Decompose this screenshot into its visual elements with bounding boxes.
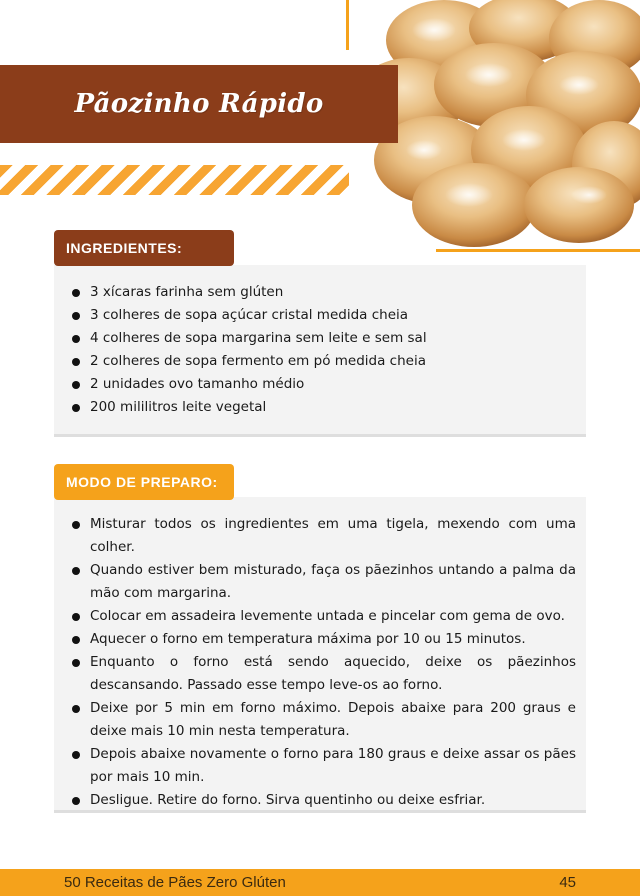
page-footer (0, 869, 640, 896)
preparation-step: Aquecer o forno em temperatura máxima por 10 ou 15 minutos. (72, 628, 576, 651)
preparation-step: Enquanto o forno está sendo aquecido, deixe os pãezinhos descansando. Passado esse tempo leve-os ao forno. (72, 651, 576, 697)
ingredient-item: 3 xícaras farinha sem glúten (72, 281, 570, 304)
ingredients-section (54, 265, 586, 437)
page-title: Pãozinho Rápido (74, 89, 324, 119)
ingredient-item: 2 unidades ovo tamanho médio (72, 373, 570, 396)
preparation-list (72, 513, 576, 812)
preparation-section (54, 497, 586, 813)
ingredient-item: 200 mililitros leite vegetal (72, 396, 570, 419)
preparation-step: Deixe por 5 min em forno máximo. Depois abaixe para 200 graus e deixe mais 10 min nesta temperatura. (72, 697, 576, 743)
footer-book-title: 50 Receitas de Pães Zero Glúten (64, 874, 286, 891)
ingredient-item: 2 colheres de sopa fermento em pó medida cheia (72, 350, 570, 373)
preparation-step: Colocar em assadeira levemente untada e pincelar com gema de ovo. (72, 605, 576, 628)
ingredients-list (72, 281, 570, 419)
ingredient-item: 4 colheres de sopa margarina sem leite e sem sal (72, 327, 570, 350)
preparation-step: Desligue. Retire do forno. Sirva quentinho ou deixe esfriar. (72, 789, 576, 812)
title-banner (0, 65, 398, 143)
preparation-step: Misturar todos os ingredientes em uma tigela, mexendo com uma colher. (72, 513, 576, 559)
ingredients-heading: INGREDIENTES: (54, 230, 234, 266)
preparation-step: Quando estiver bem misturado, faça os pãezinhos untando a palma da mão com margarina. (72, 559, 576, 605)
decorative-stripes (0, 165, 349, 195)
footer-page-number: 45 (559, 874, 576, 891)
ingredient-item: 3 colheres de sopa açúcar cristal medida cheia (72, 304, 570, 327)
preparation-step: Depois abaixe novamente o forno para 180 graus e deixe assar os pães por mais 10 min. (72, 743, 576, 789)
preparation-heading: MODO DE PREPARO: (54, 464, 234, 500)
decorative-orange-line-horizontal (436, 249, 640, 252)
